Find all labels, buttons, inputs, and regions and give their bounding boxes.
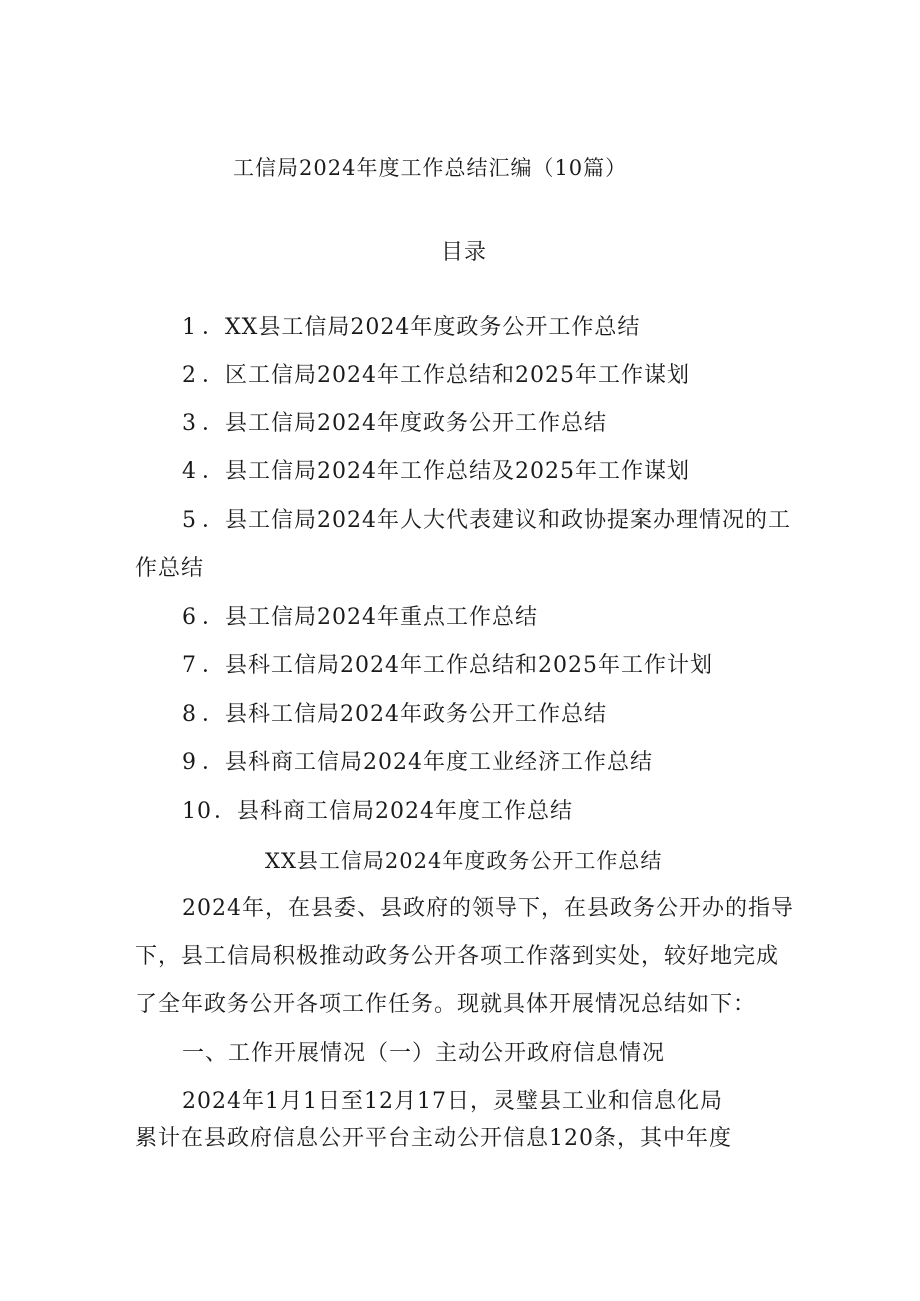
- paragraph-line: 了全年政务公开各项工作任务。现就具体开展情况总结如下：: [135, 992, 757, 1017]
- toc-item: [182, 313, 640, 343]
- toc-number: 10: [182, 799, 212, 824]
- document-title: 工信局2024年度工作总结汇编（10篇）: [233, 156, 628, 180]
- paragraph-line: 2024年，在县委、县政府的领导下，在县政务公开办的指导: [182, 896, 794, 921]
- paragraph-line: 2024年1月1日至12月17日，灵璧县工业和信息化局: [182, 1089, 723, 1114]
- toc-number: 7: [182, 653, 197, 678]
- toc-text: ．XX县工信局2024年度政务公开工作总结: [202, 315, 641, 340]
- toc-item: [182, 700, 607, 730]
- section-title: XX县工信局2024年度政务公开工作总结: [265, 849, 663, 873]
- toc-item: [182, 797, 573, 827]
- paragraph-line: 累计在县政府信息公开平台主动公开信息120条，其中年度: [135, 1126, 732, 1151]
- toc-item: [182, 506, 791, 536]
- toc-number: 5: [182, 508, 197, 533]
- toc-text: ．县工信局2024年人大代表建议和政协提案办理情况的工: [202, 508, 791, 533]
- toc-text: ．县工信局2024年重点工作总结: [202, 605, 538, 630]
- toc-text: ．县科工信局2024年工作总结和2025年工作计划: [202, 653, 713, 678]
- toc-text: ．县科工信局2024年政务公开工作总结: [202, 702, 607, 727]
- toc-item: [182, 457, 690, 487]
- toc-item: [182, 603, 538, 633]
- section-heading: 一、工作开展情况（一）主动公开政府信息情况: [182, 1041, 666, 1066]
- toc-item: [182, 409, 607, 439]
- toc-number: 3: [182, 411, 197, 436]
- toc-number: 8: [182, 702, 197, 727]
- toc-item-continuation: 作总结: [135, 556, 205, 581]
- paragraph-line: 下，县工信局积极推动政务公开各项工作落到实处，较好地完成: [135, 944, 780, 969]
- toc-item: [182, 651, 713, 681]
- toc-text: ．县科商工信局2024年度工作总结: [214, 799, 573, 824]
- toc-text: ．区工信局2024年工作总结和2025年工作谋划: [202, 363, 690, 388]
- toc-item: [182, 748, 653, 778]
- toc-text: ．县工信局2024年度政务公开工作总结: [202, 411, 607, 436]
- toc-text: ．县工信局2024年工作总结及2025年工作谋划: [202, 459, 690, 484]
- toc-number: 6: [182, 605, 197, 630]
- toc-text: ．县科商工信局2024年度工业经济工作总结: [202, 750, 653, 775]
- toc-number: 9: [182, 750, 197, 775]
- toc-number: 1: [182, 315, 197, 340]
- toc-item: [182, 361, 690, 391]
- toc-number: 4: [182, 459, 197, 484]
- toc-number: 2: [182, 363, 197, 388]
- toc-heading: 目录: [441, 240, 488, 265]
